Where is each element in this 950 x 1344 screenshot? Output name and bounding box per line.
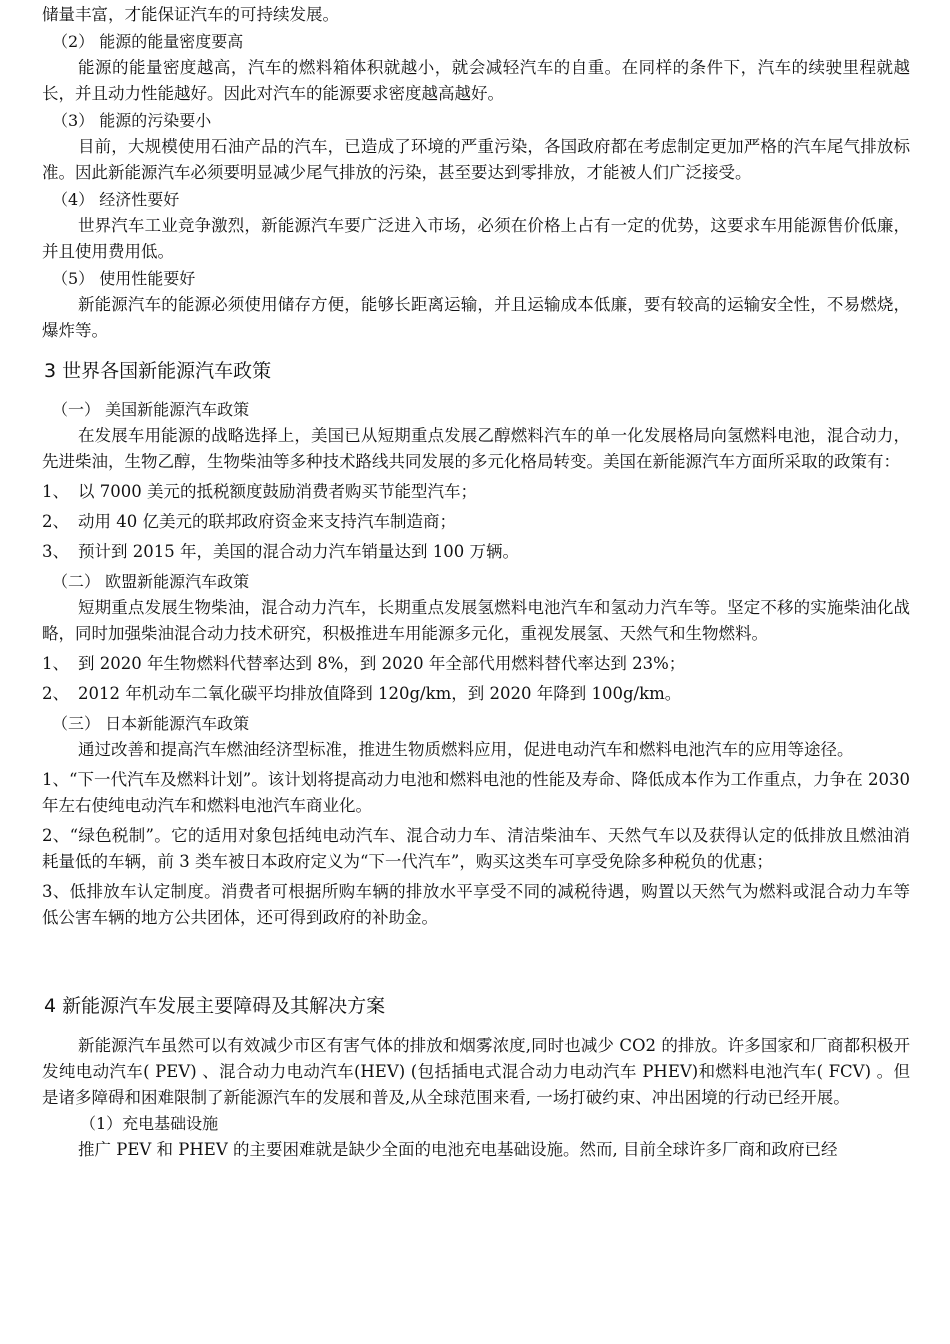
item-number: 1、 xyxy=(42,654,69,673)
requirement-4-body: 世界汽车工业竞争激烈，新能源汽车要广泛进入市场，必须在价格上占有一定的优势，这要求车用能源售价低廉，并且使用费用低。 xyxy=(42,216,910,261)
usa-policy-item xyxy=(42,478,910,505)
eu-policy-item xyxy=(42,650,910,677)
japan-policy-heading: （三） 日本新能源汽车政策 xyxy=(52,714,250,733)
eu-policy-item xyxy=(42,680,910,707)
eu-policy-body: 短期重点发展生物柴油，混合动力汽车，长期重点发展氢燃料电池汽车和氢动力汽车等。坚定不移的实施柴油化战略，同时加强柴油混合动力技术研究，积极推进车用能源多元化，重视发展氢、天然气和生物燃料。 xyxy=(42,598,910,643)
requirement-2-body: 能源的能量密度越高，汽车的燃料箱体积就越小，就会减轻汽车的自重。在同样的条件下，汽车的续驶里程就越长，并且动力性能越好。因此对汽车的能源要求密度越高越好。 xyxy=(42,58,910,103)
item-text: 到 2020 年生物燃料代替率达到 8%，到 2020 年全部代用燃料替代率达到 23%； xyxy=(78,654,686,673)
item-text: 以 7000 美元的抵税额度鼓励消费者购买节能型汽车； xyxy=(78,482,477,501)
usa-policy-heading: （一） 美国新能源汽车政策 xyxy=(52,400,250,419)
continuation-line: 储量丰富，才能保证汽车的可持续发展。 xyxy=(42,5,339,24)
document-page xyxy=(42,0,910,1163)
japan-policy-item: 3、低排放车认定制度。消费者可根据所购车辆的排放水平享受不同的减税待遇，购置以天然气为燃料或混合动力车等低公害车辆的地方公共团体，还可得到政府的补助金。 xyxy=(42,882,910,927)
requirement-2-heading: （2） 能源的能量密度要高 xyxy=(52,32,244,51)
requirement-5-heading: （5） 使用性能要好 xyxy=(52,269,196,288)
requirement-5-body: 新能源汽车的能源必须使用储存方便，能够长距离运输，并且运输成本低廉，要有较高的运输安全性，不易燃烧，爆炸等。 xyxy=(42,295,910,340)
japan-policy-item: 1、“下一代汽车及燃料计划”。该计划将提高动力电池和燃料电池的性能及寿命、降低成本作为工作重点，力争在 2030 年左右使纯电动汽车和燃料电池汽车商业化。 xyxy=(42,770,910,815)
item-number: 3、 xyxy=(42,542,69,561)
item-number: 2、 xyxy=(42,512,69,531)
section-3-title: 3 世界各国新能源汽车政策 xyxy=(44,360,272,382)
requirement-3-heading: （3） 能源的污染要小 xyxy=(52,111,212,130)
item-text: 动用 40 亿美元的联邦政府资金来支持汽车制造商； xyxy=(78,512,456,531)
item-text: 预计到 2015 年，美国的混合动力汽车销量达到 100 万辆。 xyxy=(78,542,519,561)
usa-policy-body: 在发展车用能源的战略选择上，美国已从短期重点发展乙醇燃料汽车的单一化发展格局向氢燃料电池，混合动力，先进柴油，生物乙醇，生物柴油等多种技术路线共同发展的多元化格局转变。美国在新能源汽车方面所采取的政策有： xyxy=(42,426,910,471)
item-number: 1、 xyxy=(42,482,69,501)
japan-policy-item: 2、“绿色税制”。它的适用对象包括纯电动汽车、混合动力车、清洁柴油车、天然气车以及获得认定的低排放且燃油消耗量低的车辆，前 3 类车被日本政府定义为“下一代汽车”，购买这类车可享受免除多种税负的优惠； xyxy=(42,826,910,871)
usa-policy-item xyxy=(42,508,910,535)
charging-infrastructure-body: 推广 PEV 和 PHEV 的主要困难就是缺少全面的电池充电基础设施。然而, 目前全球许多厂商和政府已经 xyxy=(78,1140,838,1159)
item-text: 2012 年机动车二氧化碳平均排放值降到 120g/km，到 2020 年降到 100g/km。 xyxy=(78,684,682,703)
japan-policy-body: 通过改善和提高汽车燃油经济型标准，推进生物质燃料应用，促进电动汽车和燃料电池汽车的应用等途径。 xyxy=(78,740,854,759)
requirement-3-body: 目前，大规模使用石油产品的汽车，已造成了环境的严重污染，各国政府都在考虑制定更加严格的汽车尾气排放标准。因此新能源汽车必须要明显减少尾气排放的污染，甚至要达到零排放，才能被人们广泛接受。 xyxy=(42,137,910,182)
requirement-4-heading: （4） 经济性要好 xyxy=(52,190,180,209)
section-4-title: 4 新能源汽车发展主要障碍及其解决方案 xyxy=(44,995,386,1017)
charging-infrastructure-heading: （1）充电基础设施 xyxy=(80,1114,219,1133)
usa-policy-item xyxy=(42,538,910,565)
eu-policy-heading: （二） 欧盟新能源汽车政策 xyxy=(52,572,250,591)
item-number: 2、 xyxy=(42,684,69,703)
section-4-intro: 新能源汽车虽然可以有效减少市区有害气体的排放和烟雾浓度,同时也减少 CO2 的排放。许多国家和厂商都积极开发纯电动汽车( PEV) 、混合动力电动汽车(HEV) (包括插电式混合动力电动汽车 PHEV)和燃料电池汽车( FCV) 。但是诸多障碍和困难限制了新能源汽车的发展和普及,从全球范围来看, 一场打破约束、冲出困境的行动已经开展。 xyxy=(42,1036,910,1107)
